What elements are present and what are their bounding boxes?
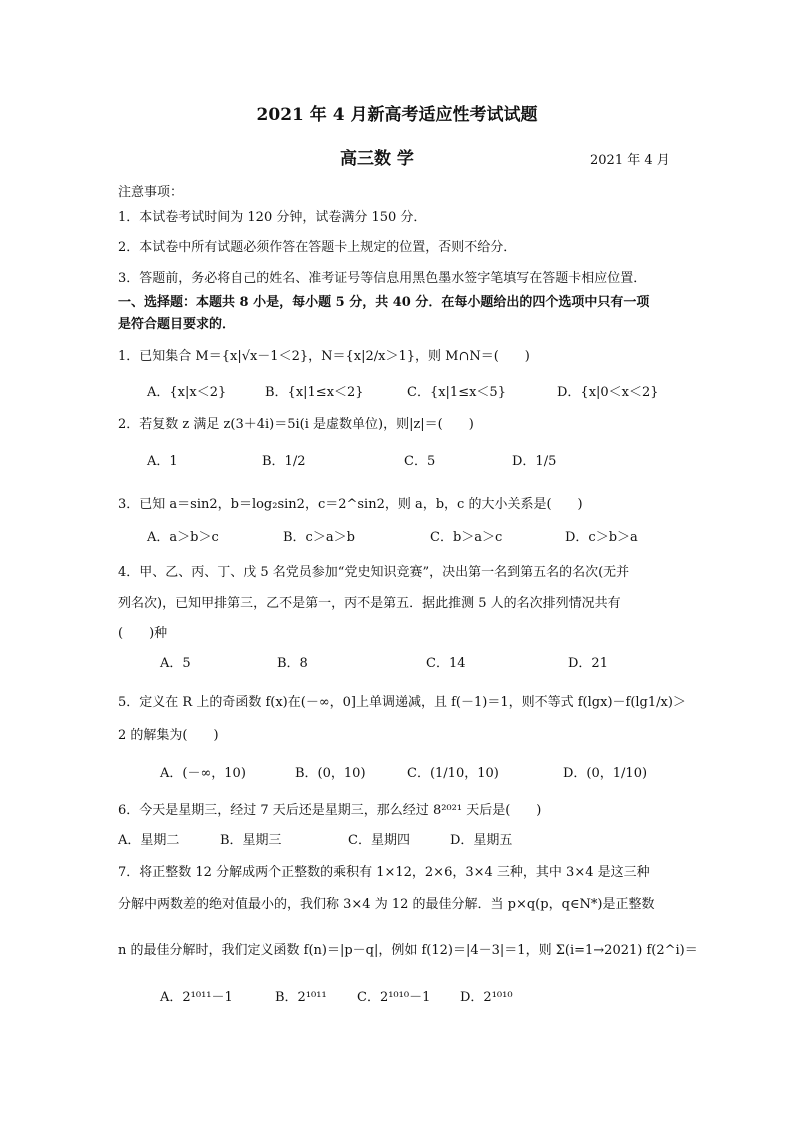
exam-title: 2021 年 4 月新高考适应性考试试题 [256, 105, 538, 125]
question-7-stem: 7．将正整数 12 分解成两个正整数的乘积有 1×12，2×6，3×4 三种，其中 3×4 是这三种 [118, 865, 650, 880]
question-3-stem: 3．已知 a＝sin2，b＝log₂sin2，c＝2^sin2，则 a，b，c 的大小关系是( ) [118, 497, 583, 512]
section-heading: 一、选择题：本题共 8 小是，每小题 5 分，共 40 分．在每小题给出的四个选项中只有一项 [118, 295, 650, 310]
question-4-stem: 4．甲、乙、丙、丁、戊 5 名党员参加“党史知识竞赛”，决出第一名到第五名的名次(无并 [118, 565, 630, 580]
question-5-stem-cont: 2 的解集为( ) [118, 728, 219, 743]
notes-label: 注意事项： [118, 185, 184, 200]
question-4-option-a: A．5 [160, 656, 191, 671]
question-1-option-a: A．{x|x＜2} [147, 385, 227, 400]
question-3-option-c: C．b＞a＞c [430, 530, 503, 545]
note-item: 3．答题前，务必将自己的姓名、准考证号等信息用黑色墨水签字笔填写在答题卡相应位置． [118, 271, 647, 286]
question-2-stem: 2．若复数 z 满足 z(3＋4i)＝5i(i 是虚数单位)，则|z|＝( ) [118, 417, 474, 432]
question-3-option-d: D．c＞b＞a [565, 530, 638, 545]
question-7-option-b: B．2¹⁰¹¹ [275, 990, 327, 1005]
question-4-stem-cont: 列名次)，已知甲排第三，乙不是第一，丙不是第五．据此推测 5 人的名次排列情况共有 [118, 596, 621, 611]
question-6-option-b: B．星期三 [220, 833, 282, 848]
question-7-option-a: A．2¹⁰¹¹－1 [160, 990, 233, 1005]
question-7-stem-cont: 分解中两数差的绝对值最小的，我们称 3×4 为 12 的最佳分解．当 p×q(p，q∈N*)是正整数 [118, 897, 655, 912]
question-1-option-b: B．{x|1≤x＜2} [265, 385, 364, 400]
question-1-option-d: D．{x|0＜x＜2} [557, 385, 659, 400]
question-4-stem-cont: ( )种 [118, 626, 168, 641]
question-4-option-b: B．8 [277, 656, 308, 671]
question-4-option-d: D．21 [568, 656, 608, 671]
question-6-option-a: A．星期二 [118, 833, 180, 848]
question-5-option-b: B．(0，10) [295, 766, 366, 781]
section-heading-cont: 是符合题目要求的． [118, 317, 236, 332]
question-1-stem: 1．已知集合 M＝{x|√x－1＜2}，N＝{x|2/x＞1}，则 M∩N＝( ) [118, 349, 530, 364]
question-5-option-a: A．(－∞，10) [160, 766, 246, 781]
note-item: 2．本试卷中所有试题必须作答在答题卡上规定的位置，否则不给分． [118, 240, 517, 255]
question-2-option-b: B．1/2 [262, 454, 306, 469]
question-2-option-d: D．1/5 [512, 454, 557, 469]
question-5-stem: 5．定义在 R 上的奇函数 f(x)在(－∞，0]上单调递减，且 f(－1)＝1，则不等式 f(lgx)－f(lg1/x)＞ [118, 695, 686, 710]
question-4-option-c: C．14 [426, 656, 466, 671]
question-6-option-d: D．星期五 [450, 833, 513, 848]
question-5-option-c: C．(1/10，10) [407, 766, 499, 781]
question-3-option-b: B．c＞a＞b [283, 530, 355, 545]
question-6-stem: 6．今天是星期三，经过 7 天后还是星期三，那么经过 8²⁰²¹ 天后是( ) [118, 803, 542, 818]
question-1-option-c: C．{x|1≤x＜5} [407, 385, 506, 400]
note-item: 1．本试卷考试时间为 120 分钟，试卷满分 150 分． [118, 210, 427, 225]
question-3-option-a: A．a＞b＞c [147, 530, 219, 545]
exam-date: 2021 年 4 月 [590, 153, 670, 168]
question-6-option-c: C．星期四 [348, 833, 410, 848]
question-7-stem-cont: n 的最佳分解时，我们定义函数 f(n)＝|p－q|，例如 f(12)＝|4－3|＝1，则 Σ(i=1→2021) f(2^i)＝ [118, 943, 698, 958]
subject-title: 高三数 学 [340, 149, 414, 169]
question-7-option-c: C．2¹⁰¹⁰－1 [357, 990, 431, 1005]
question-5-option-d: D．(0，1/10) [563, 766, 648, 781]
question-2-option-a: A．1 [147, 454, 178, 469]
question-2-option-c: C．5 [404, 454, 436, 469]
question-7-option-d: D．2¹⁰¹⁰ [460, 990, 513, 1005]
